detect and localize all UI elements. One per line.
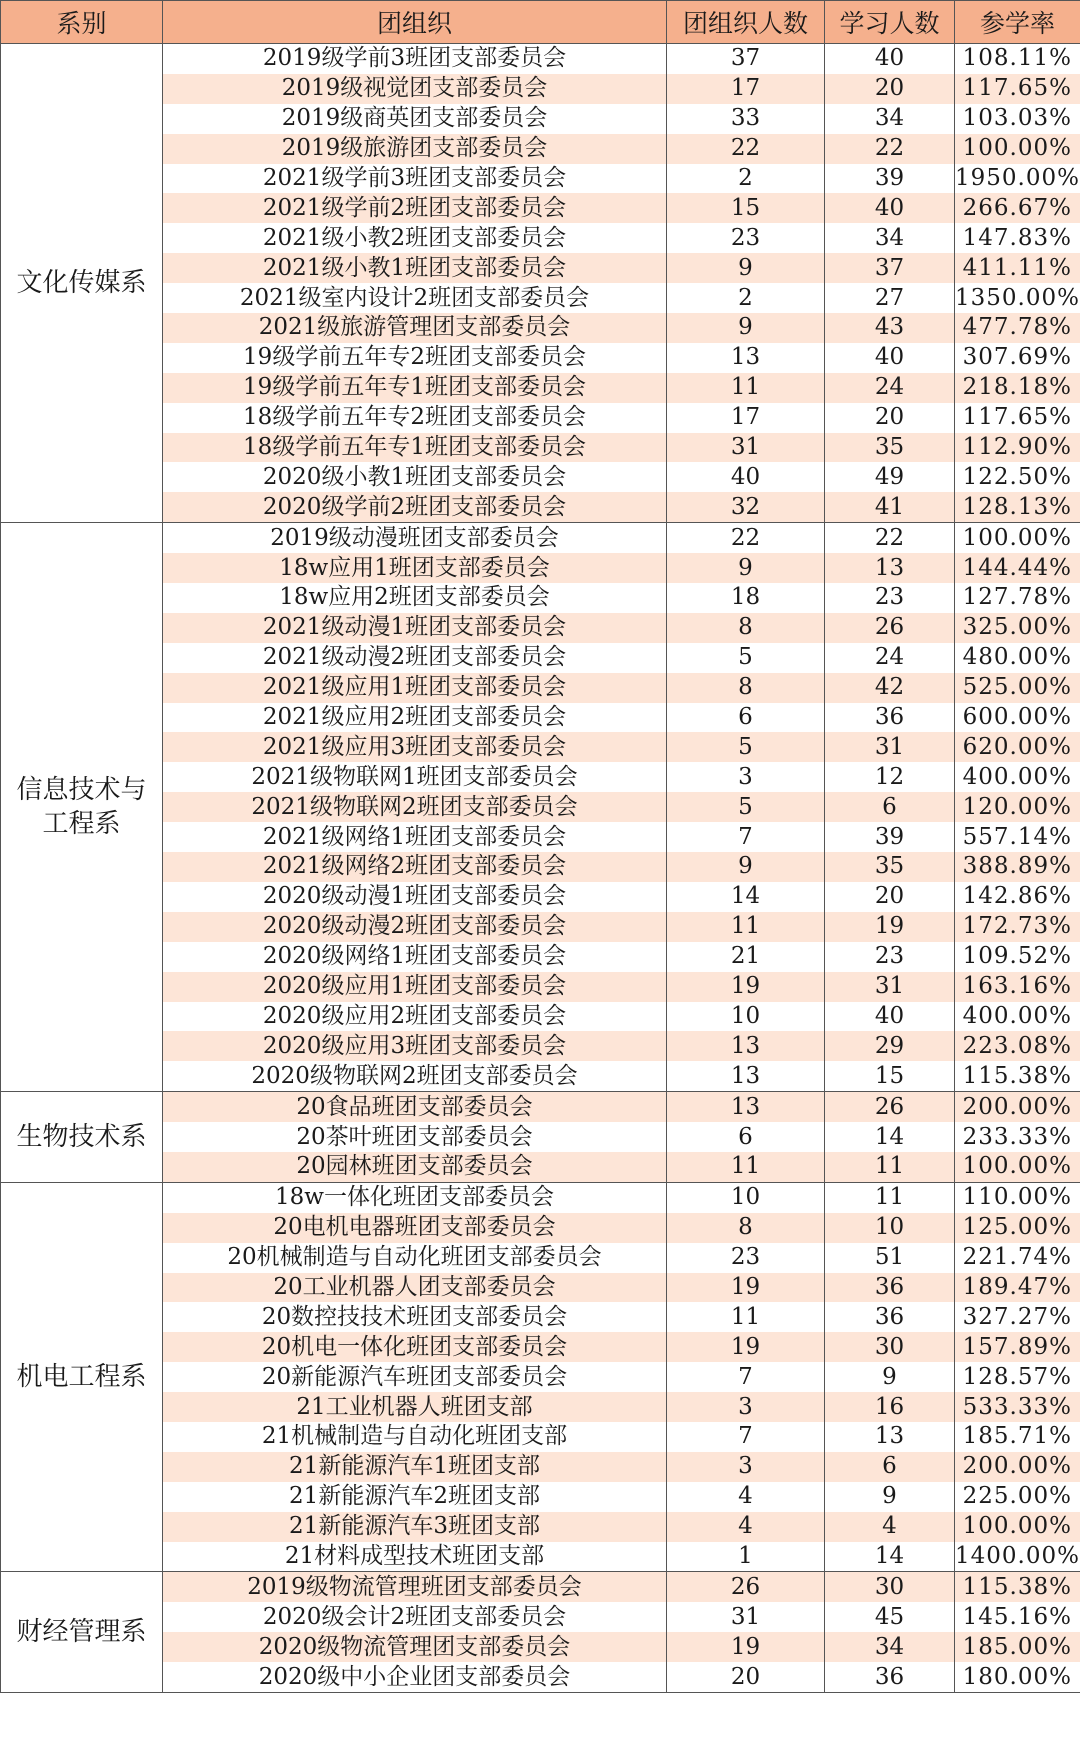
learners-cell: 36 <box>825 1662 955 1692</box>
table-row <box>1 104 1080 134</box>
org-cell: 2021级动漫2班团支部委员会 <box>163 643 667 673</box>
table-row <box>1 912 1080 942</box>
table-row <box>1 403 1080 433</box>
rate-cell: 142.86% <box>955 882 1080 912</box>
table-row <box>1 1482 1080 1512</box>
members-cell: 19 <box>667 1332 825 1362</box>
table-row <box>1 822 1080 852</box>
learners-cell: 41 <box>825 492 955 522</box>
members-cell: 8 <box>667 613 825 643</box>
members-cell: 9 <box>667 553 825 583</box>
rate-cell: 163.16% <box>955 972 1080 1002</box>
members-cell: 17 <box>667 74 825 104</box>
rate-cell: 557.14% <box>955 822 1080 852</box>
learners-cell: 39 <box>825 164 955 194</box>
learners-cell: 22 <box>825 523 955 553</box>
members-cell: 21 <box>667 942 825 972</box>
org-cell: 18w应用1班团支部委员会 <box>163 553 667 583</box>
org-cell: 20数控技技术班团支部委员会 <box>163 1302 667 1332</box>
table-row <box>1 1002 1080 1032</box>
table-row <box>1 74 1080 104</box>
table-row <box>1 373 1080 403</box>
header-members: 团组织人数 <box>667 1 825 44</box>
table-row <box>1 643 1080 673</box>
table-row <box>1 762 1080 792</box>
table-row <box>1 1273 1080 1303</box>
table-row <box>1 1061 1080 1091</box>
learners-cell: 9 <box>825 1362 955 1392</box>
org-cell: 2019级动漫班团支部委员会 <box>163 523 667 553</box>
org-cell: 2021级应用2班团支部委员会 <box>163 703 667 733</box>
members-cell: 31 <box>667 1602 825 1632</box>
learners-cell: 34 <box>825 104 955 134</box>
table-row <box>1 492 1080 522</box>
table-row <box>1 972 1080 1002</box>
org-cell: 2021级应用1班团支部委员会 <box>163 673 667 703</box>
learners-cell: 37 <box>825 253 955 283</box>
members-cell: 8 <box>667 673 825 703</box>
learners-cell: 14 <box>825 1122 955 1152</box>
members-cell: 19 <box>667 1632 825 1662</box>
rate-cell: 100.00% <box>955 1152 1080 1182</box>
members-cell: 7 <box>667 1362 825 1392</box>
org-cell: 20电机电器班团支部委员会 <box>163 1213 667 1243</box>
learners-cell: 6 <box>825 1452 955 1482</box>
members-cell: 26 <box>667 1572 825 1602</box>
org-cell: 2020级动漫2班团支部委员会 <box>163 912 667 942</box>
rate-cell: 117.65% <box>955 74 1080 104</box>
members-cell: 5 <box>667 732 825 762</box>
rate-cell: 225.00% <box>955 1482 1080 1512</box>
org-cell: 2020级应用1班团支部委员会 <box>163 972 667 1002</box>
rate-cell: 525.00% <box>955 673 1080 703</box>
members-cell: 11 <box>667 1152 825 1182</box>
rate-cell: 221.74% <box>955 1243 1080 1273</box>
learners-cell: 30 <box>825 1332 955 1362</box>
members-cell: 40 <box>667 462 825 492</box>
table-row <box>1 343 1080 373</box>
rate-cell: 400.00% <box>955 1002 1080 1032</box>
table-row <box>1 1092 1080 1122</box>
table-row <box>1 942 1080 972</box>
table-row <box>1 703 1080 733</box>
org-cell: 20新能源汽车班团支部委员会 <box>163 1362 667 1392</box>
learners-cell: 40 <box>825 343 955 373</box>
table-row <box>1 792 1080 822</box>
rate-cell: 180.00% <box>955 1662 1080 1692</box>
org-cell: 2020级会计2班团支部委员会 <box>163 1602 667 1632</box>
org-cell: 20机械制造与自动化班团支部委员会 <box>163 1243 667 1273</box>
org-cell: 2020级物联网2班团支部委员会 <box>163 1061 667 1091</box>
table-row <box>1 1243 1080 1273</box>
rate-cell: 533.33% <box>955 1392 1080 1422</box>
learners-cell: 14 <box>825 1542 955 1572</box>
table-row <box>1 1392 1080 1422</box>
table-row <box>1 1602 1080 1632</box>
learners-cell: 31 <box>825 972 955 1002</box>
table-row <box>1 732 1080 762</box>
table-row <box>1 553 1080 583</box>
learners-cell: 23 <box>825 942 955 972</box>
org-cell: 2021级物联网1班团支部委员会 <box>163 762 667 792</box>
dept-cell: 文化传媒系 <box>1 44 163 523</box>
org-cell: 2021级小教2班团支部委员会 <box>163 223 667 253</box>
org-cell: 2020级小教1班团支部委员会 <box>163 462 667 492</box>
members-cell: 13 <box>667 343 825 373</box>
org-cell: 18w一体化班团支部委员会 <box>163 1182 667 1212</box>
members-cell: 23 <box>667 1243 825 1273</box>
rate-cell: 1350.00% <box>955 283 1080 313</box>
dept-cell: 机电工程系 <box>1 1182 163 1572</box>
learners-cell: 20 <box>825 403 955 433</box>
rate-cell: 122.50% <box>955 462 1080 492</box>
org-cell: 20茶叶班团支部委员会 <box>163 1122 667 1152</box>
rate-cell: 172.73% <box>955 912 1080 942</box>
org-cell: 20园林班团支部委员会 <box>163 1152 667 1182</box>
learners-cell: 10 <box>825 1213 955 1243</box>
learners-cell: 26 <box>825 1092 955 1122</box>
header-rate: 参学率 <box>955 1 1080 44</box>
header-learners: 学习人数 <box>825 1 955 44</box>
rate-cell: 108.11% <box>955 44 1080 74</box>
rate-cell: 480.00% <box>955 643 1080 673</box>
table-row <box>1 1512 1080 1542</box>
learners-cell: 42 <box>825 673 955 703</box>
dept-cell: 财经管理系 <box>1 1572 163 1693</box>
rate-cell: 189.47% <box>955 1273 1080 1303</box>
table-row <box>1 253 1080 283</box>
org-cell: 21新能源汽车1班团支部 <box>163 1452 667 1482</box>
learners-cell: 9 <box>825 1482 955 1512</box>
learners-cell: 12 <box>825 762 955 792</box>
org-cell: 21新能源汽车2班团支部 <box>163 1482 667 1512</box>
rate-cell: 218.18% <box>955 373 1080 403</box>
members-cell: 6 <box>667 1122 825 1152</box>
rate-cell: 388.89% <box>955 852 1080 882</box>
org-cell: 21工业机器人班团支部 <box>163 1392 667 1422</box>
table-row <box>1 1182 1080 1212</box>
learners-cell: 19 <box>825 912 955 942</box>
table-row <box>1 44 1080 74</box>
rate-cell: 103.03% <box>955 104 1080 134</box>
org-cell: 20机电一体化班团支部委员会 <box>163 1332 667 1362</box>
table-row <box>1 583 1080 613</box>
table-row <box>1 1332 1080 1362</box>
org-cell: 2021级旅游管理团支部委员会 <box>163 313 667 343</box>
members-cell: 19 <box>667 1273 825 1303</box>
learners-cell: 34 <box>825 223 955 253</box>
learners-cell: 22 <box>825 134 955 164</box>
org-cell: 2019级物流管理班团支部委员会 <box>163 1572 667 1602</box>
org-cell: 2021级小教1班团支部委员会 <box>163 253 667 283</box>
rate-cell: 327.27% <box>955 1302 1080 1332</box>
rate-cell: 128.13% <box>955 492 1080 522</box>
org-cell: 21新能源汽车3班团支部 <box>163 1512 667 1542</box>
members-cell: 37 <box>667 44 825 74</box>
table-row <box>1 1452 1080 1482</box>
table-row <box>1 1662 1080 1692</box>
learners-cell: 36 <box>825 1273 955 1303</box>
rate-cell: 112.90% <box>955 433 1080 463</box>
org-cell: 2021级物联网2班团支部委员会 <box>163 792 667 822</box>
table-row <box>1 852 1080 882</box>
rate-cell: 110.00% <box>955 1182 1080 1212</box>
org-cell: 2019级视觉团支部委员会 <box>163 74 667 104</box>
learners-cell: 43 <box>825 313 955 343</box>
org-cell: 2020级物流管理团支部委员会 <box>163 1632 667 1662</box>
rate-cell: 109.52% <box>955 942 1080 972</box>
table-row <box>1 313 1080 343</box>
rate-cell: 185.00% <box>955 1632 1080 1662</box>
rate-cell: 115.38% <box>955 1572 1080 1602</box>
rate-cell: 185.71% <box>955 1422 1080 1452</box>
org-cell: 21机械制造与自动化班团支部 <box>163 1422 667 1452</box>
members-cell: 3 <box>667 1392 825 1422</box>
org-cell: 18w应用2班团支部委员会 <box>163 583 667 613</box>
members-cell: 18 <box>667 583 825 613</box>
members-cell: 2 <box>667 164 825 194</box>
table-row <box>1 1422 1080 1452</box>
org-cell: 2020级应用2班团支部委员会 <box>163 1002 667 1032</box>
learners-cell: 20 <box>825 882 955 912</box>
org-cell: 2021级动漫1班团支部委员会 <box>163 613 667 643</box>
learners-cell: 51 <box>825 1243 955 1273</box>
rate-cell: 400.00% <box>955 762 1080 792</box>
learners-cell: 34 <box>825 1632 955 1662</box>
learners-cell: 6 <box>825 792 955 822</box>
rate-cell: 115.38% <box>955 1061 1080 1091</box>
table-row <box>1 1302 1080 1332</box>
rate-cell: 600.00% <box>955 703 1080 733</box>
members-cell: 5 <box>667 643 825 673</box>
members-cell: 15 <box>667 193 825 223</box>
org-cell: 19级学前五年专1班团支部委员会 <box>163 373 667 403</box>
rate-cell: 100.00% <box>955 1512 1080 1542</box>
header-dept: 系别 <box>1 1 163 44</box>
table-row <box>1 1031 1080 1061</box>
header-org: 团组织 <box>163 1 667 44</box>
table-row <box>1 882 1080 912</box>
members-cell: 32 <box>667 492 825 522</box>
table-row <box>1 462 1080 492</box>
table-row <box>1 673 1080 703</box>
learners-cell: 40 <box>825 1002 955 1032</box>
learners-cell: 24 <box>825 643 955 673</box>
org-cell: 20工业机器人团支部委员会 <box>163 1273 667 1303</box>
rate-cell: 307.69% <box>955 343 1080 373</box>
org-cell: 2021级应用3班团支部委员会 <box>163 732 667 762</box>
members-cell: 14 <box>667 882 825 912</box>
org-cell: 2020级动漫1班团支部委员会 <box>163 882 667 912</box>
rate-cell: 233.33% <box>955 1122 1080 1152</box>
rate-cell: 325.00% <box>955 613 1080 643</box>
learners-cell: 31 <box>825 732 955 762</box>
rate-cell: 120.00% <box>955 792 1080 822</box>
learners-cell: 49 <box>825 462 955 492</box>
members-cell: 4 <box>667 1512 825 1542</box>
members-cell: 4 <box>667 1482 825 1512</box>
members-cell: 2 <box>667 283 825 313</box>
members-cell: 19 <box>667 972 825 1002</box>
table-row <box>1 134 1080 164</box>
members-cell: 22 <box>667 134 825 164</box>
members-cell: 13 <box>667 1061 825 1091</box>
table-body <box>1 44 1080 1693</box>
learners-cell: 13 <box>825 1422 955 1452</box>
members-cell: 9 <box>667 313 825 343</box>
members-cell: 11 <box>667 912 825 942</box>
table-row <box>1 523 1080 553</box>
members-cell: 7 <box>667 1422 825 1452</box>
org-cell: 2020级中小企业团支部委员会 <box>163 1662 667 1692</box>
members-cell: 17 <box>667 403 825 433</box>
org-cell: 21材料成型技术班团支部 <box>163 1542 667 1572</box>
learners-cell: 36 <box>825 1302 955 1332</box>
members-cell: 31 <box>667 433 825 463</box>
table-row <box>1 1122 1080 1152</box>
rate-cell: 145.16% <box>955 1602 1080 1632</box>
rate-cell: 200.00% <box>955 1452 1080 1482</box>
org-cell: 2020级网络1班团支部委员会 <box>163 942 667 972</box>
dept-cell: 生物技术系 <box>1 1092 163 1183</box>
members-cell: 22 <box>667 523 825 553</box>
learners-cell: 45 <box>825 1602 955 1632</box>
members-cell: 3 <box>667 1452 825 1482</box>
members-cell: 6 <box>667 703 825 733</box>
rate-cell: 1950.00% <box>955 164 1080 194</box>
learners-cell: 36 <box>825 703 955 733</box>
table-row <box>1 193 1080 223</box>
learners-cell: 40 <box>825 44 955 74</box>
learners-cell: 39 <box>825 822 955 852</box>
org-cell: 2021级室内设计2班团支部委员会 <box>163 283 667 313</box>
members-cell: 11 <box>667 373 825 403</box>
rate-cell: 157.89% <box>955 1332 1080 1362</box>
rate-cell: 200.00% <box>955 1092 1080 1122</box>
learners-cell: 4 <box>825 1512 955 1542</box>
rate-cell: 620.00% <box>955 732 1080 762</box>
learners-cell: 40 <box>825 193 955 223</box>
rate-cell: 147.83% <box>955 223 1080 253</box>
members-cell: 9 <box>667 852 825 882</box>
table-row <box>1 1572 1080 1602</box>
org-cell: 2021级网络1班团支部委员会 <box>163 822 667 852</box>
org-cell: 2020级学前2班团支部委员会 <box>163 492 667 522</box>
table-row <box>1 164 1080 194</box>
org-cell: 20食品班团支部委员会 <box>163 1092 667 1122</box>
org-cell: 2021级学前2班团支部委员会 <box>163 193 667 223</box>
members-cell: 5 <box>667 792 825 822</box>
members-cell: 3 <box>667 762 825 792</box>
rate-cell: 100.00% <box>955 523 1080 553</box>
members-cell: 10 <box>667 1002 825 1032</box>
learners-cell: 27 <box>825 283 955 313</box>
members-cell: 11 <box>667 1302 825 1332</box>
table-row <box>1 1152 1080 1182</box>
org-cell: 2019级商英团支部委员会 <box>163 104 667 134</box>
rate-cell: 477.78% <box>955 313 1080 343</box>
org-cell: 2021级网络2班团支部委员会 <box>163 852 667 882</box>
learners-cell: 15 <box>825 1061 955 1091</box>
learners-cell: 30 <box>825 1572 955 1602</box>
rate-cell: 125.00% <box>955 1213 1080 1243</box>
org-cell: 2019级旅游团支部委员会 <box>163 134 667 164</box>
learners-cell: 23 <box>825 583 955 613</box>
org-cell: 19级学前五年专2班团支部委员会 <box>163 343 667 373</box>
members-cell: 1 <box>667 1542 825 1572</box>
learners-cell: 35 <box>825 433 955 463</box>
members-cell: 9 <box>667 253 825 283</box>
members-cell: 23 <box>667 223 825 253</box>
dept-cell: 信息技术与工程系 <box>1 523 163 1092</box>
members-cell: 7 <box>667 822 825 852</box>
table-row <box>1 283 1080 313</box>
table-row <box>1 613 1080 643</box>
members-cell: 33 <box>667 104 825 134</box>
members-cell: 8 <box>667 1213 825 1243</box>
learners-cell: 13 <box>825 553 955 583</box>
members-cell: 13 <box>667 1092 825 1122</box>
org-cell: 2021级学前3班团支部委员会 <box>163 164 667 194</box>
learners-cell: 29 <box>825 1031 955 1061</box>
rate-cell: 144.44% <box>955 553 1080 583</box>
rate-cell: 117.65% <box>955 403 1080 433</box>
table-row <box>1 1213 1080 1243</box>
rate-cell: 128.57% <box>955 1362 1080 1392</box>
rate-cell: 127.78% <box>955 583 1080 613</box>
learners-cell: 20 <box>825 74 955 104</box>
rate-cell: 223.08% <box>955 1031 1080 1061</box>
rate-cell: 100.00% <box>955 134 1080 164</box>
rate-cell: 1400.00% <box>955 1542 1080 1572</box>
members-cell: 20 <box>667 1662 825 1692</box>
table-row <box>1 1362 1080 1392</box>
org-cell: 2020级应用3班团支部委员会 <box>163 1031 667 1061</box>
learners-cell: 16 <box>825 1392 955 1422</box>
table-row <box>1 433 1080 463</box>
members-cell: 13 <box>667 1031 825 1061</box>
learners-cell: 35 <box>825 852 955 882</box>
learners-cell: 24 <box>825 373 955 403</box>
org-cell: 18级学前五年专1班团支部委员会 <box>163 433 667 463</box>
members-cell: 10 <box>667 1182 825 1212</box>
org-cell: 2019级学前3班团支部委员会 <box>163 44 667 74</box>
org-cell: 18级学前五年专2班团支部委员会 <box>163 403 667 433</box>
header-row <box>1 1 1080 44</box>
learners-cell: 11 <box>825 1152 955 1182</box>
rate-cell: 411.11% <box>955 253 1080 283</box>
table-row <box>1 1632 1080 1662</box>
table-row <box>1 223 1080 253</box>
table-row <box>1 1542 1080 1572</box>
rate-cell: 266.67% <box>955 193 1080 223</box>
learners-cell: 11 <box>825 1182 955 1212</box>
learners-cell: 26 <box>825 613 955 643</box>
